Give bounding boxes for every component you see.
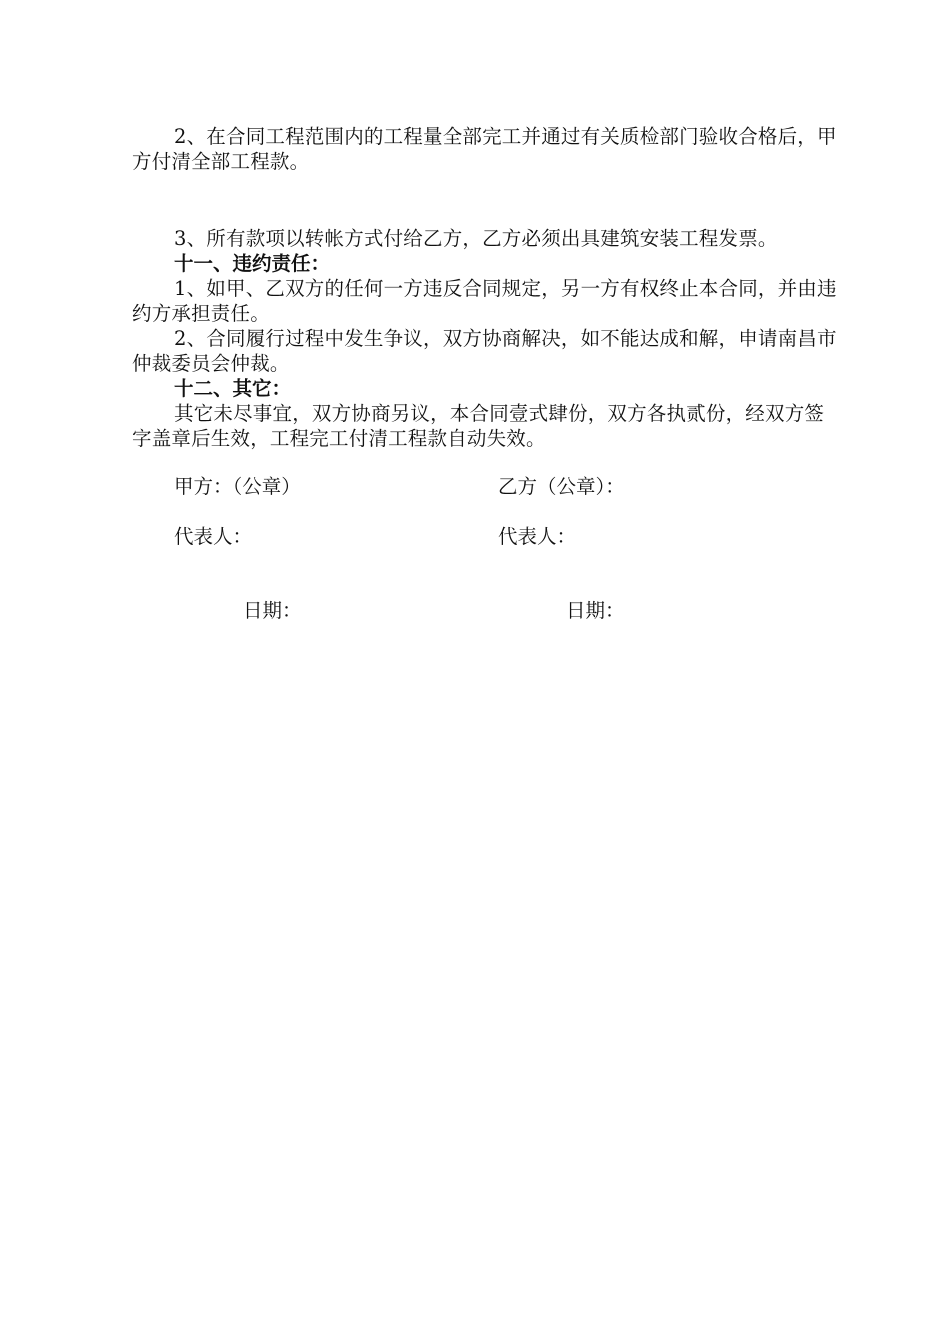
contract-body <box>132 124 842 451</box>
payment-clause-3: 3、所有款项以转帐方式付给乙方，乙方必须出具建筑安装工程发票。 <box>174 227 778 250</box>
section-11-item-1: 1、如甲、乙双方的任何一方违反合同规定，另一方有权终止本合同，并由违约方承担责任。 <box>132 277 837 325</box>
party-a-seal-label: 甲方：（公章） <box>174 475 301 498</box>
party-b-representative-label: 代表人： <box>498 525 577 548</box>
section-11-item-2: 2、合同履行过程中发生争议，双方协商解决，如不能达成和解，申请南昌市仲裁委员会仲裁。 <box>132 327 837 375</box>
section-12-heading: 十二、其它： <box>174 377 292 400</box>
section-12-text: 其它未尽事宜，双方协商另议，本合同壹式肆份，双方各执贰份，经双方签字盖章后生效，工程完工付清工程款自动失效。 <box>132 402 825 450</box>
paragraph-spacer <box>132 174 842 226</box>
party-b-seal-label: 乙方（公章）： <box>498 475 625 498</box>
payment-clause-2: 2、在合同工程范围内的工程量全部完工并通过有关质检部门验收合格后，甲方付清全部工程款。 <box>132 125 837 173</box>
section-11-heading: 十一、违约责任： <box>174 252 331 275</box>
party-b-date-label: 日期： <box>566 599 625 622</box>
party-a-representative-label: 代表人： <box>174 525 253 548</box>
party-a-date-label: 日期： <box>243 599 302 622</box>
